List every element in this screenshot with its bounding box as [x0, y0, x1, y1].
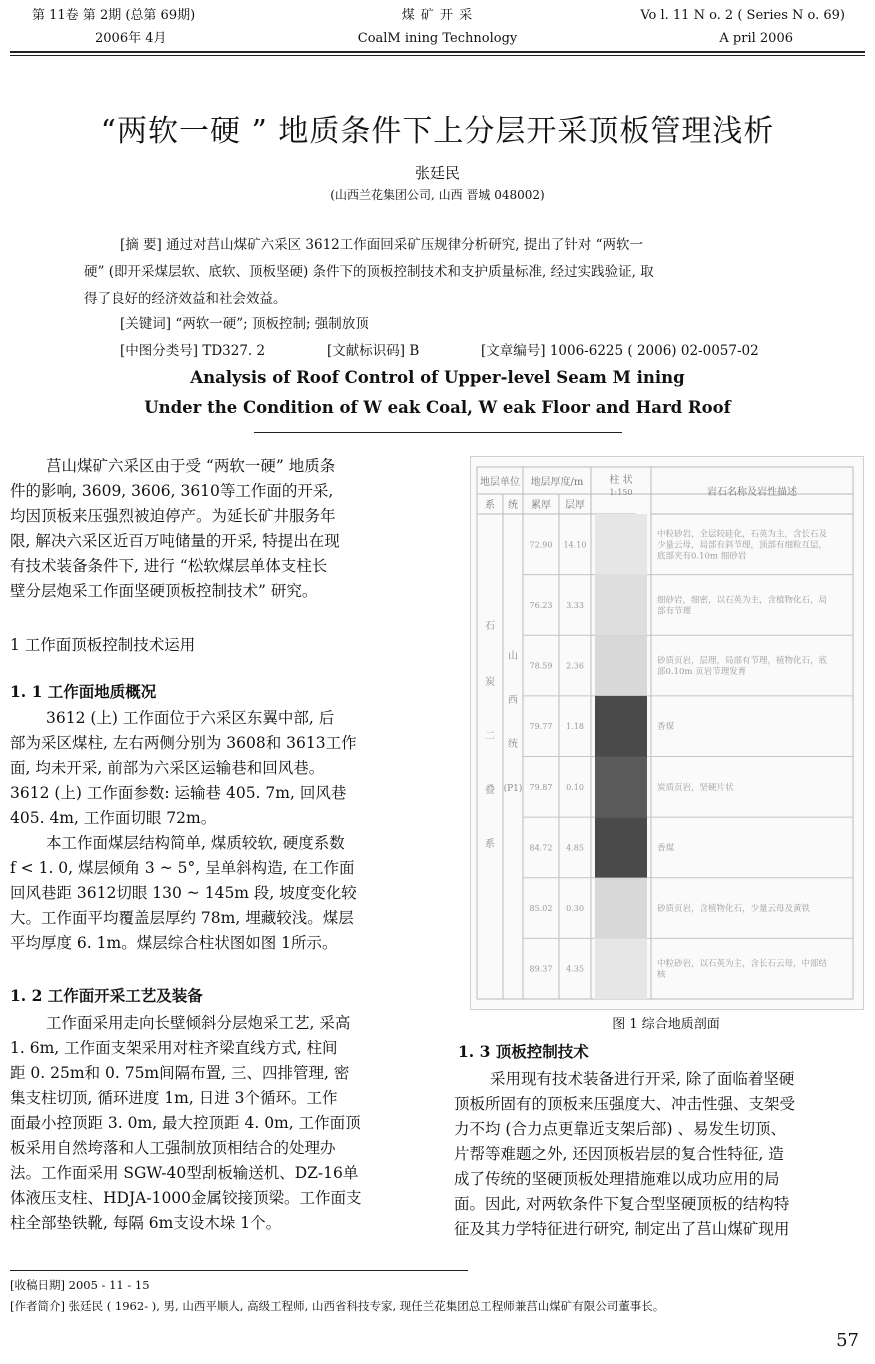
article-title: “两软一硬 ” 地质条件下上分层开采顶板管理浅析: [100, 114, 775, 149]
text-line: 板采用自然垮落和人工强制放顶相结合的处理办: [10, 1139, 336, 1157]
section-1-3-heading: 1. 3 顶板控制技术: [458, 1042, 589, 1061]
volume-cn: 第 11卷 第 2期 (总第 69期): [32, 8, 196, 23]
layer-thickness: 4.85: [566, 843, 584, 853]
author: 张廷民: [414, 164, 460, 182]
section-1-heading: 1 工作面顶板控制技术运用: [10, 636, 196, 654]
lithology-layer: [595, 757, 647, 818]
figure-caption: 图 1 综合地质剖面: [612, 1017, 720, 1032]
header-rule: [10, 51, 865, 53]
header-rule-thin: [10, 55, 865, 56]
text-line: 成了传统的坚硬顶板处理措施难以成功应用的局: [454, 1170, 780, 1188]
layer-thickness: 4.35: [566, 964, 584, 974]
cumulative-thickness: 89.37: [529, 964, 553, 974]
clc-number: [中图分类号] TD327. 2: [120, 343, 266, 359]
section-1-2-heading: 1. 2 工作面开采工艺及装备: [10, 986, 203, 1005]
section-1-1-heading: 1. 1 工作面地质概况: [10, 682, 157, 701]
stratigraphic-svg: [471, 457, 863, 1009]
lithology-layer: [595, 878, 647, 939]
layer-thickness: 1.18: [566, 722, 584, 732]
text-line: 3612 (上) 工作面位于六采区东翼中部, 后: [46, 709, 335, 727]
text-line: 405. 4m, 工作面切眼 72m。: [10, 809, 217, 827]
system-label-char: 系: [485, 839, 495, 850]
system-label-char: 叠: [485, 785, 495, 796]
layer-thickness: 0.30: [566, 904, 584, 914]
cumulative-thickness: 84.72: [529, 843, 553, 853]
title-rule: [254, 432, 622, 433]
layer-thickness: 2.36: [566, 661, 584, 671]
rock-description: 炭质页岩，坚硬片状: [657, 782, 734, 793]
text-line: 力不均 (合力点更靠近支架后部) 、易发生切顶、: [454, 1120, 786, 1138]
header-system: 系: [485, 500, 495, 511]
series-label-char: 统: [508, 739, 518, 750]
rock-description: 香煤: [657, 843, 675, 854]
affiliation: (山西兰花集团公司, 山西 晋城 048002): [330, 188, 545, 202]
footnote-rule: [10, 1270, 468, 1271]
rock-description: 中粒砂岩，以石英为主，含长石云母，中部结核: [657, 959, 828, 981]
intro-paragraph: [10, 454, 430, 604]
rock-description: 细砂岩，细密，以石英为主，含植物化石，局部有节理: [657, 595, 828, 617]
journal-name-cn: 煤 矿 开 采: [401, 8, 474, 23]
section-1-3-paragraph: [454, 1067, 866, 1242]
header-series: 统: [508, 500, 518, 511]
text-line: 部为采区煤柱, 左右两侧分别为 3608和 3613工作: [10, 734, 357, 752]
cumulative-thickness: 78.59: [529, 661, 553, 671]
cumulative-thickness: 79.87: [529, 782, 553, 792]
header-column: 柱 状: [609, 475, 633, 486]
text-line: 顶板所固有的顶板来压强度大、冲击性强、支架受: [454, 1095, 796, 1113]
cumulative-thickness: 79.77: [529, 722, 553, 732]
lithology-layer: [595, 938, 647, 999]
text-line: 法。工作面采用 SGW-40型刮板输送机、DZ-16单: [10, 1164, 359, 1182]
lithology-layer: [595, 635, 647, 696]
page-number: 57: [836, 1330, 859, 1351]
text-line: 有技术装备条件下, 进行 “松软煤层单体支柱长: [10, 557, 328, 575]
lithology-layer: [595, 696, 647, 757]
section-1-2-paragraph: [10, 1011, 430, 1236]
lithology-layer: [595, 575, 647, 636]
received-date: [收稿日期] 2005 - 11 - 15: [10, 1278, 150, 1292]
journal-name-en: CoalM ining Technology: [357, 31, 518, 46]
series-label-char: 山: [508, 651, 518, 662]
text-line: 平均厚度 6. 1m。煤层综合柱状图如图 1所示。: [10, 934, 338, 952]
date-cn: 2006年 4月: [95, 31, 167, 46]
text-line: 集支柱切顶, 循环进度 1m, 日进 3个循环。工作: [10, 1089, 338, 1107]
text-line: f < 1. 0, 煤层倾角 3 ~ 5°, 呈单斜构造, 在工作面: [10, 859, 355, 877]
header-scale: 1:150: [609, 488, 633, 497]
section-1-1-paragraph: [10, 706, 430, 956]
abstract-line-2: 硬” (即开采煤层软、底软、顶板坚硬) 条件下的顶板控制技术和支护质量标准, 经过实践验证, 取: [84, 264, 654, 280]
text-line: 片帮等难题之外, 还因顶板岩层的复合性特征, 造: [454, 1145, 784, 1163]
stratigraphic-column-figure: [470, 456, 864, 1010]
keywords: [关键词] “两软一硬”; 顶板控制; 强制放顶: [120, 316, 369, 332]
system-label-char: 石: [485, 621, 495, 632]
abstract-line-1: [摘 要] 通过对莒山煤矿六采区 3612工作面回采矿压规律分析研究, 提出了针对 “两软一: [120, 237, 644, 253]
cumulative-thickness: 72.90: [529, 540, 553, 550]
layer-thickness: 0.10: [566, 782, 584, 792]
layer-thickness: 3.33: [566, 600, 584, 610]
abstract-line-3: 得了良好的经济效益和社会效益。: [84, 291, 287, 307]
header-description: 岩石名称及岩性描述: [707, 487, 797, 498]
rock-description: 中粒砂岩，全层较硅化，石英为主，含长石及少量云母，局部有斜节理，顶部有细粒互层，底部夹有0.10m 细砂岩: [657, 529, 828, 562]
header-unit: 地层单位: [480, 477, 520, 488]
text-line: 限, 解决六采区近百万吨储量的开采, 特提出在现: [10, 532, 340, 550]
series-label-char: 西: [508, 695, 518, 706]
article-number: [文章编号] 1006-6225 ( 2006) 02-0057-02: [481, 343, 759, 359]
text-line: 体液压支柱、HDJA-1000金属铰接顶梁。工作面支: [10, 1189, 362, 1207]
text-line: 莒山煤矿六采区由于受 “两软一硬” 地质条: [46, 457, 336, 475]
header-layer: 层厚: [565, 500, 585, 511]
text-line: 大。工作面平均覆盖层厚约 78m, 埋藏较浅。煤层: [10, 909, 354, 927]
text-line: 件的影响, 3609, 3606, 3610等工作面的开采,: [10, 482, 334, 500]
lithology-layer: [595, 514, 647, 575]
text-line: 工作面采用走向长壁倾斜分层炮采工艺, 采高: [46, 1014, 351, 1032]
text-line: 采用现有技术装备进行开采, 除了面临着坚硬: [490, 1070, 795, 1088]
header-thickness: 地层厚度/m: [530, 477, 584, 488]
date-en: A pril 2006: [719, 31, 793, 46]
rock-description: 砂质页岩，含植物化石，少量云母及黄铁: [657, 904, 811, 915]
system-label-char: 炭: [485, 677, 495, 688]
volume-en: Vo l. 11 N o. 2 ( Series N o. 69): [640, 8, 845, 23]
text-line: 1. 6m, 工作面支架采用对柱齐梁直线方式, 柱间: [10, 1039, 338, 1057]
text-line: 柱全部垫铁靴, 每隔 6m支设木垛 1个。: [10, 1214, 282, 1232]
english-title-line-1: Analysis of Roof Control of Upper-level Seam M ining: [190, 368, 685, 387]
text-line: 面。因此, 对两软条件下复合型坚硬顶板的结构特: [454, 1195, 790, 1213]
text-line: 均因顶板来压强烈被迫停产。为延长矿井服务年: [10, 507, 336, 525]
rock-description: 砂质页岩，层理，局部有节理，植物化石，底部0.10m 页岩节理发育: [657, 656, 828, 678]
layer-thickness: 14.10: [563, 540, 587, 550]
text-line: 距 0. 25m和 0. 75m间隔布置, 三、四排管理, 密: [10, 1064, 350, 1082]
text-line: 壁分层炮采工作面坚硬顶板控制技术” 研究。: [10, 582, 318, 600]
rock-description: 香煤: [657, 722, 675, 733]
english-title-line-2: Under the Condition of W eak Coal, W eak Floor and Hard Roof: [144, 398, 731, 417]
series-label-code: (P1): [503, 784, 523, 794]
lithology-layer: [595, 817, 647, 878]
text-line: 3612 (上) 工作面参数: 运输巷 405. 7m, 回风巷: [10, 784, 347, 802]
cumulative-thickness: 76.23: [529, 600, 553, 610]
text-line: 回风巷距 3612切眼 130 ~ 145m 段, 坡度变化较: [10, 884, 357, 902]
header-cumulative: 累厚: [531, 500, 551, 511]
author-bio: [作者简介] 张廷民 ( 1962- ), 男, 山西平顺人, 高级工程师, 山西省科技专家, 现任兰花集团总工程师兼莒山煤矿有限公司董事长。: [10, 1299, 665, 1313]
text-line: 本工作面煤层结构简单, 煤质较软, 硬度系数: [46, 834, 345, 852]
text-line: 面最小控顶距 3. 0m, 最大控顶距 4. 0m, 工作面顶: [10, 1114, 361, 1132]
cumulative-thickness: 85.02: [529, 904, 553, 914]
system-label-char: 二: [485, 731, 495, 742]
text-line: 征及其力学特征进行研究, 制定出了莒山煤矿现用: [454, 1220, 790, 1238]
document-code: [文献标识码] B: [327, 343, 420, 359]
text-line: 面, 均未开采, 前部为六采区运输巷和回风巷。: [10, 759, 325, 777]
